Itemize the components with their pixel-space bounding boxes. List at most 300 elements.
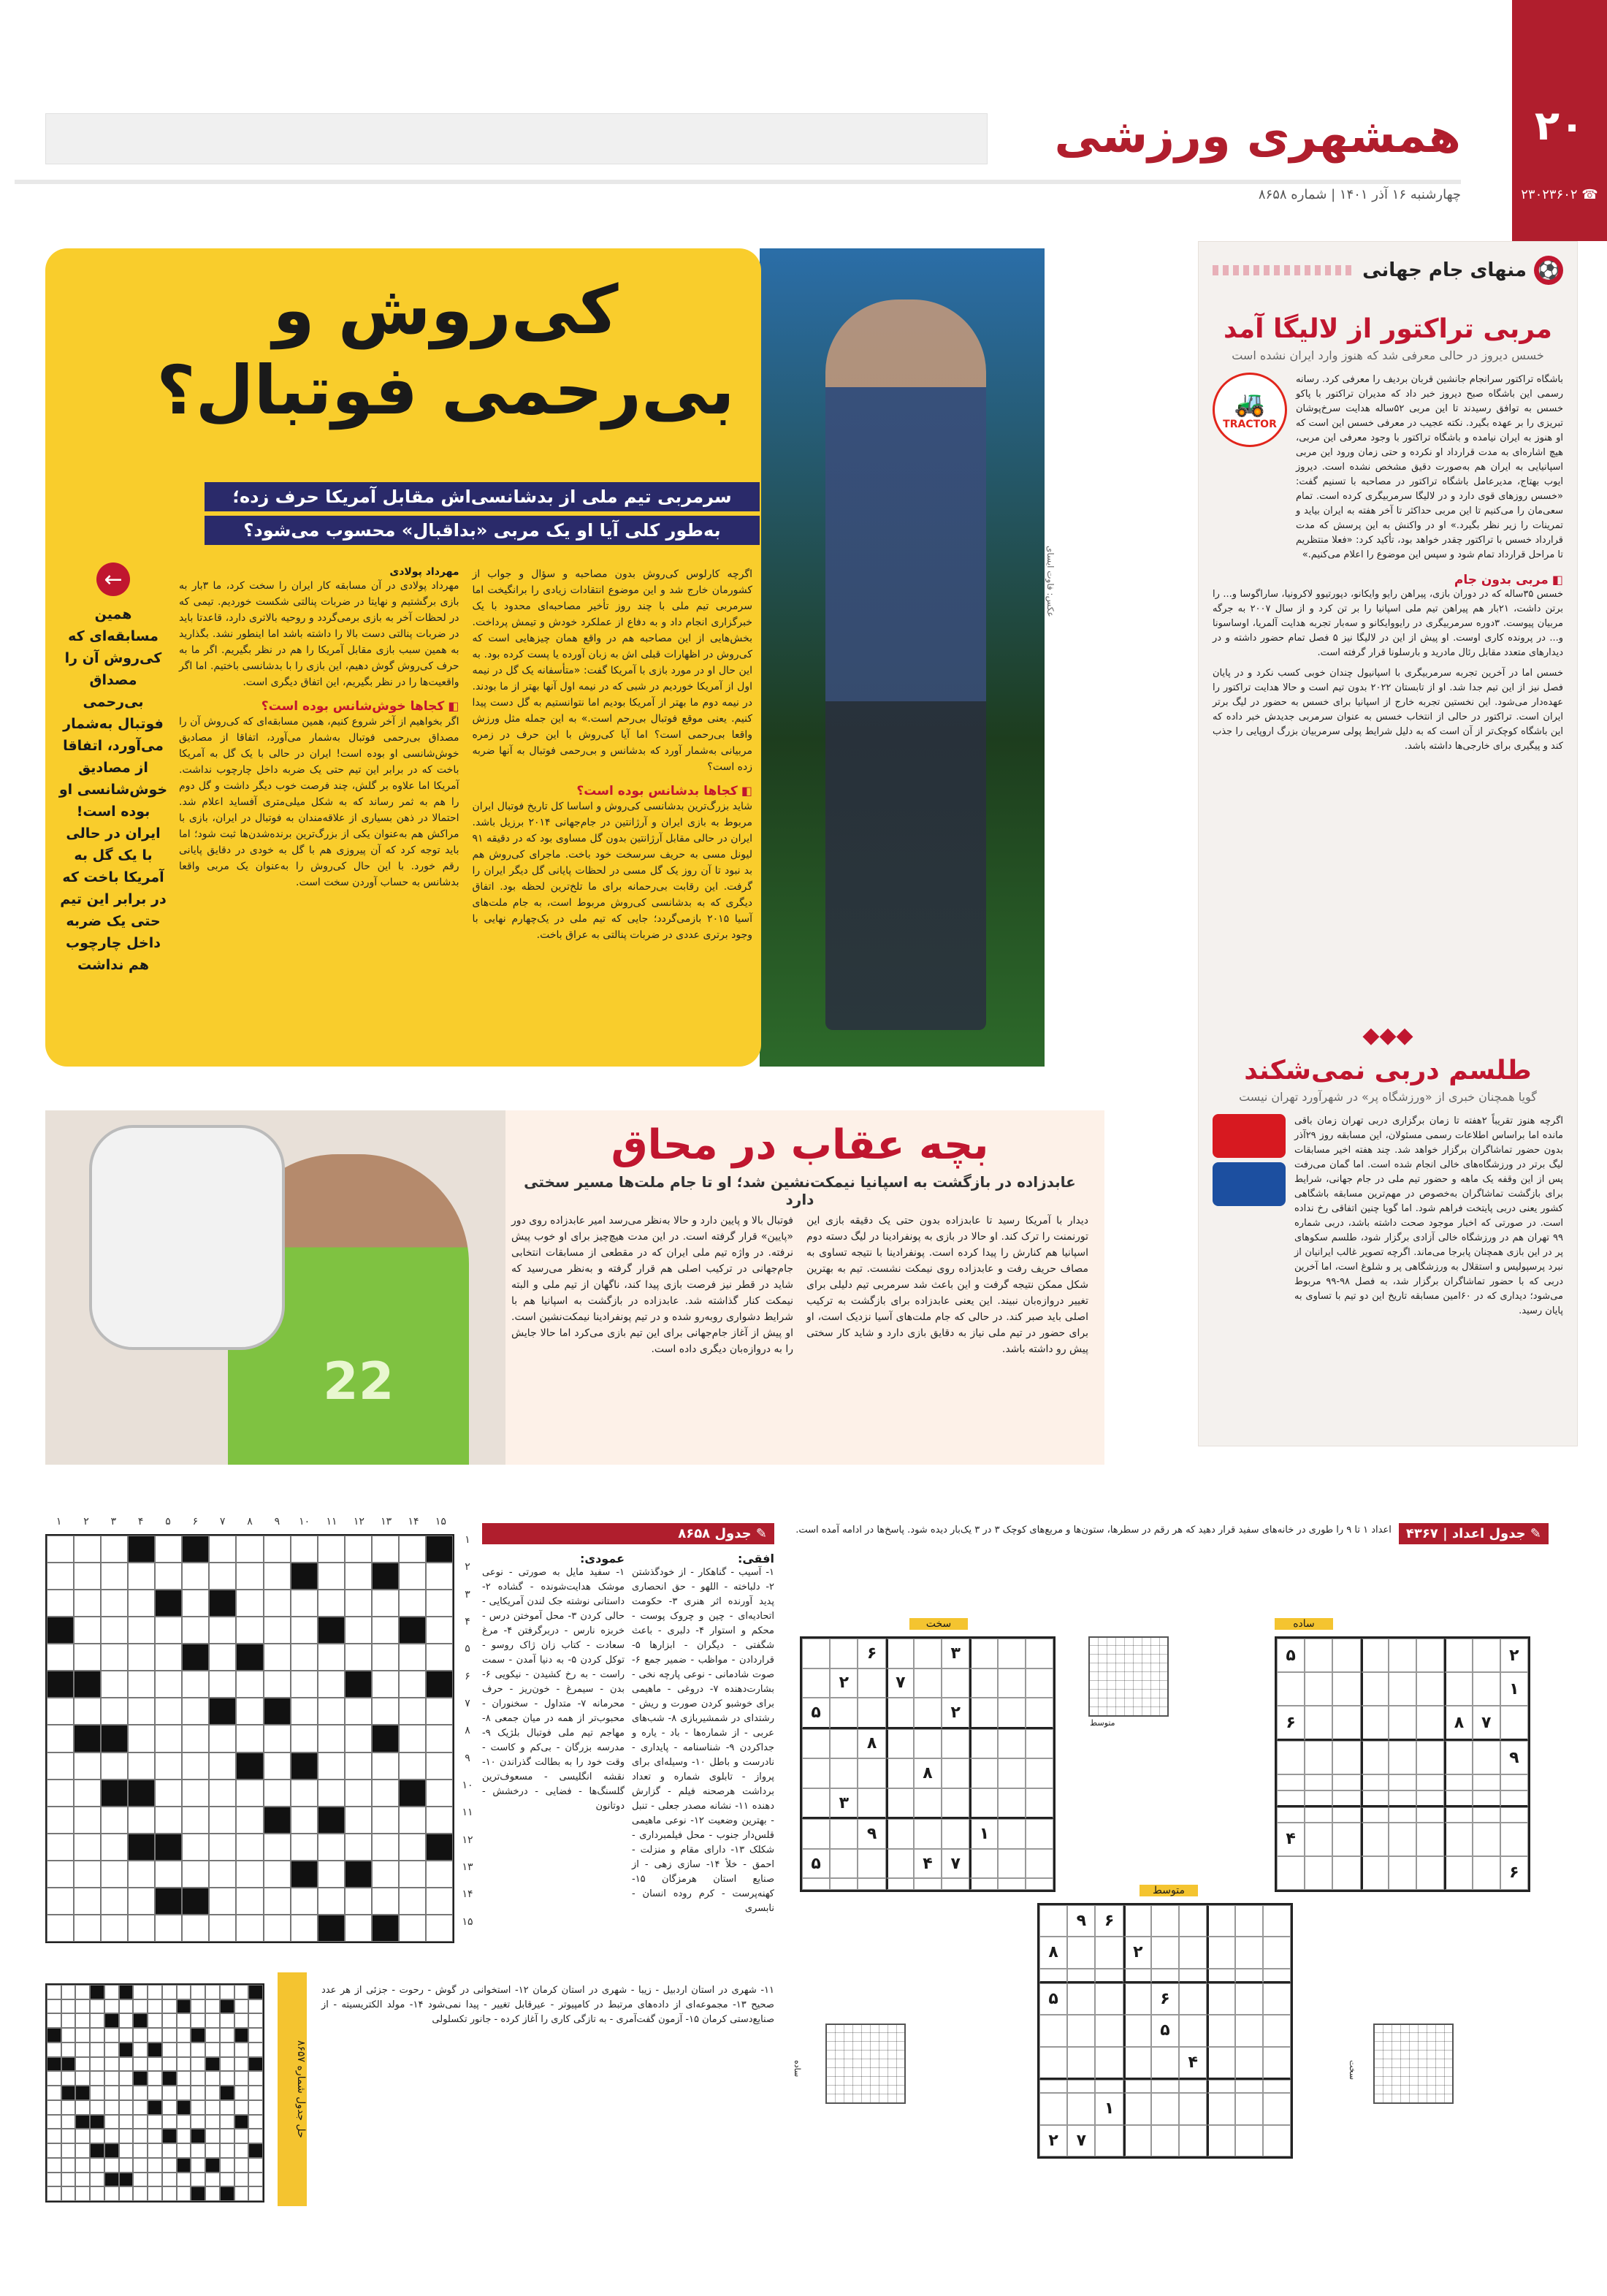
sudoku-cell[interactable]	[858, 1668, 885, 1698]
sudoku-cell[interactable]	[998, 1668, 1026, 1698]
sudoku-cell[interactable]	[1361, 1639, 1389, 1672]
sudoku-cell[interactable]	[1263, 2125, 1291, 2156]
crossword-cell[interactable]	[182, 1617, 209, 1644]
crossword-cell[interactable]	[426, 1644, 453, 1671]
crossword-cell[interactable]	[345, 1536, 372, 1563]
crossword-cell[interactable]	[264, 1780, 291, 1807]
crossword-cell[interactable]	[291, 1915, 318, 1942]
crossword-cell[interactable]	[128, 1807, 155, 1834]
sudoku-cell[interactable]	[942, 1668, 969, 1698]
crossword-cell[interactable]	[101, 1698, 128, 1725]
sudoku-cell[interactable]	[1151, 1937, 1179, 1968]
sudoku-cell[interactable]	[886, 1698, 914, 1729]
sudoku-cell[interactable]	[1416, 1790, 1444, 1807]
sudoku-cell[interactable]	[886, 1729, 914, 1759]
crossword-cell[interactable]	[264, 1617, 291, 1644]
sudoku-cell[interactable]	[1095, 2125, 1123, 2156]
sudoku-cell[interactable]	[802, 1878, 830, 1890]
crossword-cell[interactable]	[209, 1644, 236, 1671]
crossword-cell[interactable]	[426, 1698, 453, 1725]
sudoku-cell[interactable]	[1026, 1878, 1053, 1890]
sudoku-cell[interactable]	[1151, 1905, 1179, 1937]
sudoku-cell[interactable]	[998, 1639, 1026, 1668]
crossword-cell[interactable]	[345, 1644, 372, 1671]
crossword-cell[interactable]	[345, 1834, 372, 1861]
sudoku-cell[interactable]	[802, 1758, 830, 1788]
crossword-cell[interactable]	[372, 1888, 399, 1915]
sudoku-cell[interactable]	[1263, 2093, 1291, 2124]
sudoku-cell[interactable]	[1305, 1639, 1332, 1672]
sudoku-cell[interactable]	[1416, 1741, 1444, 1774]
crossword-cell[interactable]	[236, 1563, 263, 1590]
sudoku-cell[interactable]	[1444, 1856, 1472, 1890]
crossword-cell[interactable]	[47, 1915, 74, 1942]
crossword-cell[interactable]	[426, 1725, 453, 1752]
sudoku-cell[interactable]	[1026, 1698, 1053, 1729]
sudoku-cell[interactable]	[1277, 1774, 1305, 1790]
sudoku-cell[interactable]	[1263, 1983, 1291, 2015]
sudoku-cell[interactable]	[1039, 2015, 1067, 2046]
sudoku-cell[interactable]	[1389, 1706, 1416, 1741]
sudoku-cell[interactable]	[1026, 1788, 1053, 1820]
crossword-cell[interactable]	[209, 1617, 236, 1644]
sudoku-cell[interactable]	[830, 1878, 858, 1890]
sudoku-cell[interactable]	[1277, 1741, 1305, 1774]
sudoku-cell[interactable]	[1179, 2093, 1207, 2124]
sudoku-cell[interactable]	[1361, 1672, 1389, 1706]
crossword-cell[interactable]	[182, 1915, 209, 1942]
sudoku-cell[interactable]	[1123, 2015, 1151, 2046]
crossword-cell[interactable]	[291, 1671, 318, 1698]
sudoku-cell[interactable]	[942, 1729, 969, 1759]
crossword-cell[interactable]	[426, 1617, 453, 1644]
crossword-cell[interactable]	[209, 1671, 236, 1698]
sudoku-cell[interactable]	[914, 1698, 942, 1729]
sudoku-cell[interactable]	[1151, 2080, 1179, 2093]
crossword-cell[interactable]	[236, 1834, 263, 1861]
sudoku-cell[interactable]	[1361, 1807, 1389, 1823]
crossword-cell[interactable]	[372, 1861, 399, 1888]
sudoku-cell[interactable]	[1500, 1790, 1528, 1807]
crossword-cell[interactable]	[101, 1861, 128, 1888]
sudoku-cell[interactable]	[830, 1639, 858, 1668]
sudoku-cell[interactable]	[1095, 1969, 1123, 1983]
sudoku-cell[interactable]	[1123, 1969, 1151, 1983]
crossword-cell[interactable]	[264, 1671, 291, 1698]
sudoku-cell[interactable]	[1263, 2015, 1291, 2046]
sudoku-cell[interactable]	[1263, 1969, 1291, 1983]
sudoku-cell[interactable]	[1361, 1774, 1389, 1790]
crossword-cell[interactable]	[74, 1536, 101, 1563]
sudoku-cell[interactable]	[886, 1639, 914, 1668]
crossword-cell[interactable]	[101, 1617, 128, 1644]
sudoku-cell[interactable]	[886, 1758, 914, 1788]
crossword-cell[interactable]	[399, 1888, 426, 1915]
crossword-cell[interactable]	[372, 1834, 399, 1861]
sudoku-cell[interactable]	[1207, 1937, 1234, 1968]
crossword-cell[interactable]	[155, 1698, 182, 1725]
crossword-cell[interactable]	[426, 1780, 453, 1807]
sudoku-cell[interactable]	[969, 1729, 997, 1759]
sudoku-medium-grid[interactable]	[1037, 1903, 1293, 2159]
sudoku-cell[interactable]	[858, 1788, 885, 1820]
crossword-cell[interactable]	[47, 1590, 74, 1617]
sudoku-cell[interactable]	[1179, 1983, 1207, 2015]
crossword-cell[interactable]	[426, 1563, 453, 1590]
crossword-cell[interactable]	[399, 1807, 426, 1834]
crossword-cell[interactable]	[236, 1861, 263, 1888]
crossword-cell[interactable]	[74, 1563, 101, 1590]
crossword-cell[interactable]	[345, 1780, 372, 1807]
sudoku-cell[interactable]	[1235, 2015, 1263, 2046]
sudoku-cell[interactable]	[1473, 1774, 1500, 1790]
sudoku-cell[interactable]	[1277, 1856, 1305, 1890]
crossword-cell[interactable]	[318, 1536, 345, 1563]
sudoku-cell[interactable]	[1277, 1807, 1305, 1823]
sudoku-cell[interactable]	[1500, 1807, 1528, 1823]
crossword-cell[interactable]	[47, 1888, 74, 1915]
sudoku-cell[interactable]	[1416, 1807, 1444, 1823]
sudoku-cell[interactable]	[1473, 1807, 1500, 1823]
sudoku-cell[interactable]	[1207, 1983, 1234, 2015]
crossword-cell[interactable]	[264, 1888, 291, 1915]
sudoku-cell[interactable]	[1067, 2080, 1095, 2093]
crossword-cell[interactable]	[318, 1644, 345, 1671]
crossword-cell[interactable]	[291, 1807, 318, 1834]
crossword-cell[interactable]	[236, 1725, 263, 1752]
crossword-cell[interactable]	[209, 1915, 236, 1942]
sudoku-cell[interactable]	[1332, 1807, 1360, 1823]
crossword-cell[interactable]	[101, 1590, 128, 1617]
sudoku-cell[interactable]	[1263, 2080, 1291, 2093]
sudoku-cell[interactable]	[1263, 2047, 1291, 2080]
sudoku-cell[interactable]	[1500, 1706, 1528, 1741]
crossword-cell[interactable]	[236, 1807, 263, 1834]
sudoku-cell[interactable]	[1305, 1790, 1332, 1807]
crossword-cell[interactable]	[236, 1780, 263, 1807]
crossword-cell[interactable]	[318, 1861, 345, 1888]
crossword-grid[interactable]	[45, 1534, 454, 1943]
sudoku-cell[interactable]	[1095, 1937, 1123, 1968]
crossword-cell[interactable]	[318, 1590, 345, 1617]
crossword-cell[interactable]	[264, 1725, 291, 1752]
crossword-cell[interactable]	[74, 1590, 101, 1617]
sudoku-cell[interactable]	[1361, 1706, 1389, 1741]
crossword-cell[interactable]	[182, 1590, 209, 1617]
sudoku-cell[interactable]	[1067, 2047, 1095, 2080]
crossword-cell[interactable]	[291, 1590, 318, 1617]
crossword-cell[interactable]	[155, 1807, 182, 1834]
sudoku-cell[interactable]	[1389, 1790, 1416, 1807]
crossword-cell[interactable]	[128, 1752, 155, 1780]
crossword-cell[interactable]	[236, 1888, 263, 1915]
crossword-cell[interactable]	[155, 1725, 182, 1752]
sudoku-cell[interactable]	[1026, 1729, 1053, 1759]
sudoku-cell[interactable]	[914, 1729, 942, 1759]
crossword-cell[interactable]	[182, 1671, 209, 1698]
sudoku-cell[interactable]	[1095, 1983, 1123, 2015]
sudoku-cell[interactable]	[802, 1729, 830, 1759]
crossword-cell[interactable]	[236, 1617, 263, 1644]
sudoku-cell[interactable]	[1361, 1741, 1389, 1774]
sudoku-cell[interactable]	[1473, 1639, 1500, 1672]
sudoku-cell[interactable]	[830, 1758, 858, 1788]
crossword-cell[interactable]	[182, 1834, 209, 1861]
crossword-cell[interactable]	[47, 1807, 74, 1834]
sudoku-cell[interactable]	[1473, 1790, 1500, 1807]
crossword-cell[interactable]	[128, 1644, 155, 1671]
crossword-cell[interactable]	[74, 1617, 101, 1644]
crossword-cell[interactable]	[47, 1780, 74, 1807]
crossword-cell[interactable]	[128, 1671, 155, 1698]
sudoku-cell[interactable]	[914, 1788, 942, 1820]
crossword-cell[interactable]	[426, 1915, 453, 1942]
crossword-cell[interactable]	[345, 1752, 372, 1780]
crossword-cell[interactable]	[47, 1698, 74, 1725]
crossword-cell[interactable]	[318, 1752, 345, 1780]
crossword-cell[interactable]	[47, 1752, 74, 1780]
sudoku-cell[interactable]	[1039, 1969, 1067, 1983]
crossword-cell[interactable]	[182, 1861, 209, 1888]
crossword-cell[interactable]	[372, 1590, 399, 1617]
crossword-cell[interactable]	[74, 1752, 101, 1780]
sudoku-cell[interactable]	[1305, 1856, 1332, 1890]
crossword-cell[interactable]	[101, 1888, 128, 1915]
crossword-cell[interactable]	[291, 1698, 318, 1725]
sudoku-cell[interactable]	[1067, 1969, 1095, 1983]
crossword-cell[interactable]	[399, 1644, 426, 1671]
crossword-cell[interactable]	[47, 1536, 74, 1563]
sudoku-cell[interactable]	[998, 1849, 1026, 1879]
sudoku-cell[interactable]	[1039, 2093, 1067, 2124]
sudoku-cell[interactable]	[886, 1788, 914, 1820]
crossword-cell[interactable]	[264, 1834, 291, 1861]
sudoku-cell[interactable]	[998, 1698, 1026, 1729]
crossword-cell[interactable]	[128, 1725, 155, 1752]
sudoku-cell[interactable]	[1179, 1905, 1207, 1937]
crossword-cell[interactable]	[128, 1617, 155, 1644]
sudoku-cell[interactable]	[1305, 1823, 1332, 1856]
crossword-cell[interactable]	[399, 1752, 426, 1780]
sudoku-cell[interactable]	[1026, 1758, 1053, 1788]
crossword-cell[interactable]	[47, 1725, 74, 1752]
sudoku-cell[interactable]	[1207, 2015, 1234, 2046]
crossword-cell[interactable]	[426, 1861, 453, 1888]
crossword-cell[interactable]	[74, 1807, 101, 1834]
sudoku-cell[interactable]	[1444, 1823, 1472, 1856]
sudoku-cell[interactable]	[1444, 1639, 1472, 1672]
crossword-cell[interactable]	[47, 1563, 74, 1590]
crossword-cell[interactable]	[372, 1536, 399, 1563]
sudoku-easy-grid[interactable]	[1275, 1636, 1530, 1892]
crossword-cell[interactable]	[236, 1671, 263, 1698]
crossword-cell[interactable]	[345, 1563, 372, 1590]
crossword-cell[interactable]	[399, 1590, 426, 1617]
sudoku-hard-grid[interactable]	[800, 1636, 1056, 1892]
sudoku-cell[interactable]	[1332, 1774, 1360, 1790]
crossword-cell[interactable]	[372, 1644, 399, 1671]
sudoku-cell[interactable]	[1067, 1983, 1095, 2015]
sudoku-cell[interactable]	[1095, 2015, 1123, 2046]
sudoku-cell[interactable]	[1123, 1983, 1151, 2015]
sudoku-cell[interactable]	[1235, 1969, 1263, 1983]
sudoku-cell[interactable]	[1095, 2080, 1123, 2093]
sudoku-cell[interactable]	[1361, 1823, 1389, 1856]
crossword-cell[interactable]	[345, 1698, 372, 1725]
sudoku-cell[interactable]	[1039, 2080, 1067, 2093]
sudoku-cell[interactable]	[802, 1639, 830, 1668]
crossword-cell[interactable]	[47, 1834, 74, 1861]
sudoku-cell[interactable]	[969, 1639, 997, 1668]
sudoku-cell[interactable]	[830, 1729, 858, 1759]
crossword-cell[interactable]	[128, 1563, 155, 1590]
sudoku-cell[interactable]	[1235, 2080, 1263, 2093]
crossword-cell[interactable]	[209, 1752, 236, 1780]
sudoku-cell[interactable]	[1151, 2093, 1179, 2124]
crossword-cell[interactable]	[264, 1752, 291, 1780]
sudoku-cell[interactable]	[1332, 1823, 1360, 1856]
sudoku-cell[interactable]	[1361, 1790, 1389, 1807]
sudoku-cell[interactable]	[914, 1819, 942, 1849]
sudoku-cell[interactable]	[1332, 1790, 1360, 1807]
sudoku-cell[interactable]	[1389, 1741, 1416, 1774]
sudoku-cell[interactable]	[1389, 1807, 1416, 1823]
crossword-cell[interactable]	[74, 1780, 101, 1807]
sudoku-cell[interactable]	[1389, 1823, 1416, 1856]
sudoku-cell[interactable]	[1207, 1969, 1234, 1983]
sudoku-cell[interactable]	[1305, 1774, 1332, 1790]
sudoku-cell[interactable]	[1026, 1668, 1053, 1698]
crossword-cell[interactable]	[399, 1563, 426, 1590]
crossword-cell[interactable]	[209, 1563, 236, 1590]
sudoku-cell[interactable]	[914, 1639, 942, 1668]
sudoku-cell[interactable]	[1444, 1774, 1472, 1790]
crossword-cell[interactable]	[291, 1780, 318, 1807]
crossword-cell[interactable]	[345, 1617, 372, 1644]
crossword-cell[interactable]	[399, 1725, 426, 1752]
sudoku-cell[interactable]	[858, 1849, 885, 1879]
crossword-cell[interactable]	[128, 1888, 155, 1915]
crossword-cell[interactable]	[47, 1861, 74, 1888]
crossword-cell[interactable]	[426, 1590, 453, 1617]
sudoku-cell[interactable]	[1235, 1937, 1263, 1968]
sudoku-cell[interactable]	[1416, 1856, 1444, 1890]
crossword-cell[interactable]	[74, 1644, 101, 1671]
sudoku-cell[interactable]	[1123, 2080, 1151, 2093]
sudoku-cell[interactable]	[1263, 1937, 1291, 1968]
crossword-cell[interactable]	[264, 1861, 291, 1888]
crossword-cell[interactable]	[209, 1780, 236, 1807]
crossword-cell[interactable]	[264, 1590, 291, 1617]
sudoku-cell[interactable]	[1444, 1741, 1472, 1774]
crossword-cell[interactable]	[291, 1536, 318, 1563]
sudoku-cell[interactable]	[1026, 1639, 1053, 1668]
crossword-cell[interactable]	[209, 1861, 236, 1888]
sudoku-cell[interactable]	[1207, 2093, 1234, 2124]
crossword-cell[interactable]	[101, 1752, 128, 1780]
sudoku-cell[interactable]	[1207, 1905, 1234, 1937]
crossword-cell[interactable]	[74, 1834, 101, 1861]
sudoku-cell[interactable]	[1263, 1905, 1291, 1937]
sudoku-cell[interactable]	[830, 1698, 858, 1729]
sudoku-cell[interactable]	[1207, 2080, 1234, 2093]
crossword-cell[interactable]	[128, 1698, 155, 1725]
sudoku-cell[interactable]	[1416, 1639, 1444, 1672]
sudoku-cell[interactable]	[1332, 1639, 1360, 1672]
crossword-cell[interactable]	[399, 1861, 426, 1888]
sudoku-cell[interactable]	[858, 1758, 885, 1788]
crossword-cell[interactable]	[291, 1644, 318, 1671]
sudoku-cell[interactable]	[1039, 2047, 1067, 2080]
crossword-cell[interactable]	[101, 1807, 128, 1834]
crossword-cell[interactable]	[74, 1861, 101, 1888]
sudoku-cell[interactable]	[942, 1878, 969, 1890]
sudoku-cell[interactable]	[1473, 1856, 1500, 1890]
sudoku-cell[interactable]	[858, 1698, 885, 1729]
sudoku-cell[interactable]	[830, 1819, 858, 1849]
crossword-cell[interactable]	[155, 1644, 182, 1671]
crossword-cell[interactable]	[128, 1861, 155, 1888]
crossword-cell[interactable]	[128, 1915, 155, 1942]
crossword-cell[interactable]	[372, 1698, 399, 1725]
crossword-cell[interactable]	[155, 1536, 182, 1563]
crossword-cell[interactable]	[345, 1725, 372, 1752]
crossword-cell[interactable]	[345, 1915, 372, 1942]
sudoku-cell[interactable]	[1207, 2125, 1234, 2156]
sudoku-cell[interactable]	[1179, 2125, 1207, 2156]
crossword-cell[interactable]	[318, 1671, 345, 1698]
crossword-cell[interactable]	[155, 1671, 182, 1698]
crossword-cell[interactable]	[291, 1834, 318, 1861]
sudoku-cell[interactable]	[1444, 1672, 1472, 1706]
sudoku-cell[interactable]	[998, 1788, 1026, 1820]
crossword-cell[interactable]	[345, 1888, 372, 1915]
crossword-cell[interactable]	[399, 1536, 426, 1563]
crossword-cell[interactable]	[182, 1563, 209, 1590]
sudoku-cell[interactable]	[1067, 2093, 1095, 2124]
sudoku-cell[interactable]	[1095, 2047, 1123, 2080]
sudoku-cell[interactable]	[802, 1819, 830, 1849]
sudoku-cell[interactable]	[1207, 2047, 1234, 2080]
sudoku-cell[interactable]	[1389, 1774, 1416, 1790]
sudoku-cell[interactable]	[969, 1668, 997, 1698]
sudoku-cell[interactable]	[1332, 1706, 1360, 1741]
crossword-cell[interactable]	[399, 1915, 426, 1942]
sudoku-cell[interactable]	[1389, 1672, 1416, 1706]
crossword-cell[interactable]	[236, 1590, 263, 1617]
crossword-cell[interactable]	[318, 1563, 345, 1590]
sudoku-cell[interactable]	[1473, 1741, 1500, 1774]
sudoku-cell[interactable]	[1305, 1672, 1332, 1706]
crossword-cell[interactable]	[155, 1780, 182, 1807]
crossword-cell[interactable]	[372, 1752, 399, 1780]
sudoku-cell[interactable]	[1123, 2093, 1151, 2124]
sudoku-cell[interactable]	[942, 1758, 969, 1788]
sudoku-cell[interactable]	[1389, 1856, 1416, 1890]
sudoku-cell[interactable]	[1123, 1905, 1151, 1937]
sudoku-cell[interactable]	[969, 1758, 997, 1788]
sudoku-cell[interactable]	[886, 1819, 914, 1849]
sudoku-cell[interactable]	[969, 1878, 997, 1890]
crossword-cell[interactable]	[101, 1915, 128, 1942]
crossword-cell[interactable]	[155, 1617, 182, 1644]
crossword-cell[interactable]	[101, 1563, 128, 1590]
sudoku-cell[interactable]	[1389, 1639, 1416, 1672]
sudoku-cell[interactable]	[1235, 1905, 1263, 1937]
crossword-cell[interactable]	[291, 1617, 318, 1644]
sudoku-cell[interactable]	[1332, 1741, 1360, 1774]
crossword-cell[interactable]	[128, 1590, 155, 1617]
